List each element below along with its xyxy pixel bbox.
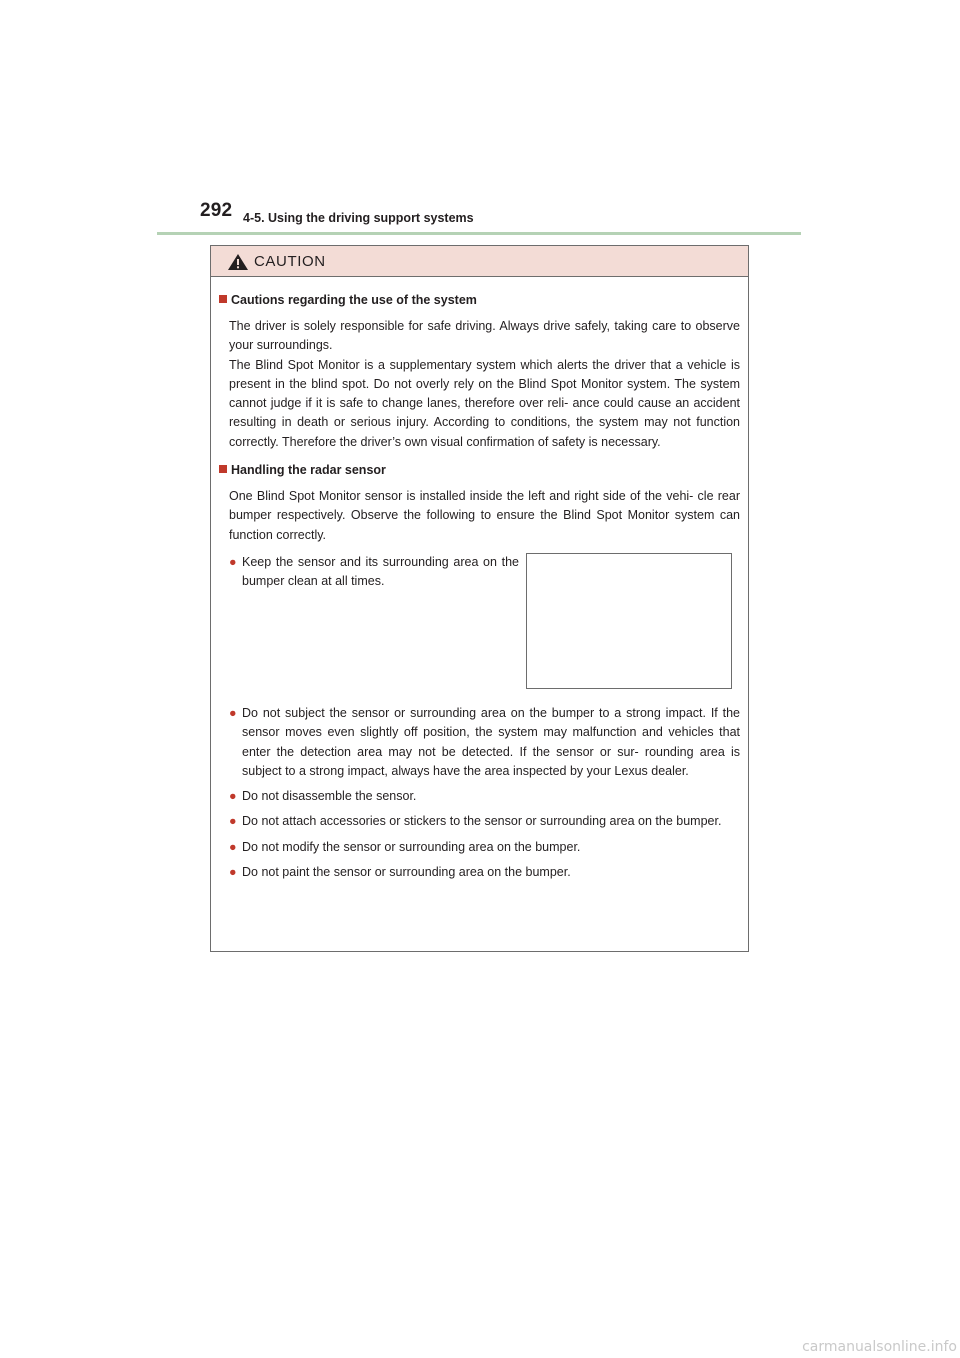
circle-bullet-icon: ● <box>229 554 237 569</box>
header-divider <box>157 232 801 235</box>
section-heading-text: Handling the radar sensor <box>231 463 386 478</box>
section-heading-text: Cautions regarding the use of the system <box>231 293 477 307</box>
section-radar-sensor <box>229 461 740 545</box>
list-item <box>229 553 519 592</box>
circle-bullet-icon: ● <box>229 814 237 829</box>
list-item-text: Do not disassemble the sensor. <box>242 789 417 804</box>
list-item <box>229 787 740 806</box>
list-item <box>229 704 740 781</box>
section-system-use <box>229 291 740 452</box>
section-title: 4-5. Using the driving support systems <box>243 211 474 225</box>
sensor-illustration <box>526 553 732 689</box>
circle-bullet-icon: ● <box>229 705 237 720</box>
watermark: carmanualsonline.info <box>802 1339 957 1355</box>
caution-box <box>210 245 749 952</box>
list-item <box>229 863 740 882</box>
caution-header <box>211 246 748 277</box>
square-bullet-icon <box>219 465 227 473</box>
circle-bullet-icon: ● <box>229 839 237 854</box>
list-item-text: Do not paint the sensor or surrounding area on the bumper. <box>242 865 571 880</box>
list-item-text: Keep the sensor and its surrounding area on the bumper clean at all times. <box>242 554 519 589</box>
paragraph: The driver is solely responsible for safe driving. Always drive safely, taking care to observe your surroundings. <box>229 319 740 353</box>
list-item-text: Do not subject the sensor or surrounding area on the bumper to a strong impact. If the sensor moves even slightly off position, the system may malfunction and vehicles that enter the detection area may not be detected. If the sensor or sur- rounding area is subject to a strong impact, always have the area inspected by your Lexus dealer. <box>242 705 740 778</box>
list-item-text: Do not modify the sensor or surrounding area on the bumper. <box>242 839 581 854</box>
caution-body <box>211 277 748 882</box>
circle-bullet-icon: ● <box>229 865 237 880</box>
paragraph: One Blind Spot Monitor sensor is installed inside the left and right side of the vehi- cle rear bumper respectively. Observe the following to ensure the Blind Spot Monitor system can function correctly. <box>229 489 740 542</box>
list-item <box>229 812 740 831</box>
figure-row <box>229 553 740 700</box>
warning-triangle-icon <box>228 254 248 275</box>
list-item-text: Do not attach accessories or stickers to the sensor or surrounding area on the bumper. <box>242 814 722 829</box>
section-heading <box>219 291 740 311</box>
list-item <box>229 838 740 857</box>
page-number: 292 <box>200 200 233 221</box>
square-bullet-icon <box>219 295 227 303</box>
circle-bullet-icon: ● <box>229 789 237 804</box>
section-heading <box>219 461 740 481</box>
paragraph: The Blind Spot Monitor is a supplementary system which alerts the driver that a vehicle is present in the blind spot. Do not overly rely on the Blind Spot Monitor system. The system cannot judge if it is safe to change lanes, therefore over reli- ance could cause an accident resulting in death or serious injury. According to conditions, the system may not function correctly. Therefore the driver’s own visual confirmation of safety is necessary. <box>229 357 740 449</box>
caution-label: CAUTION <box>254 253 326 270</box>
